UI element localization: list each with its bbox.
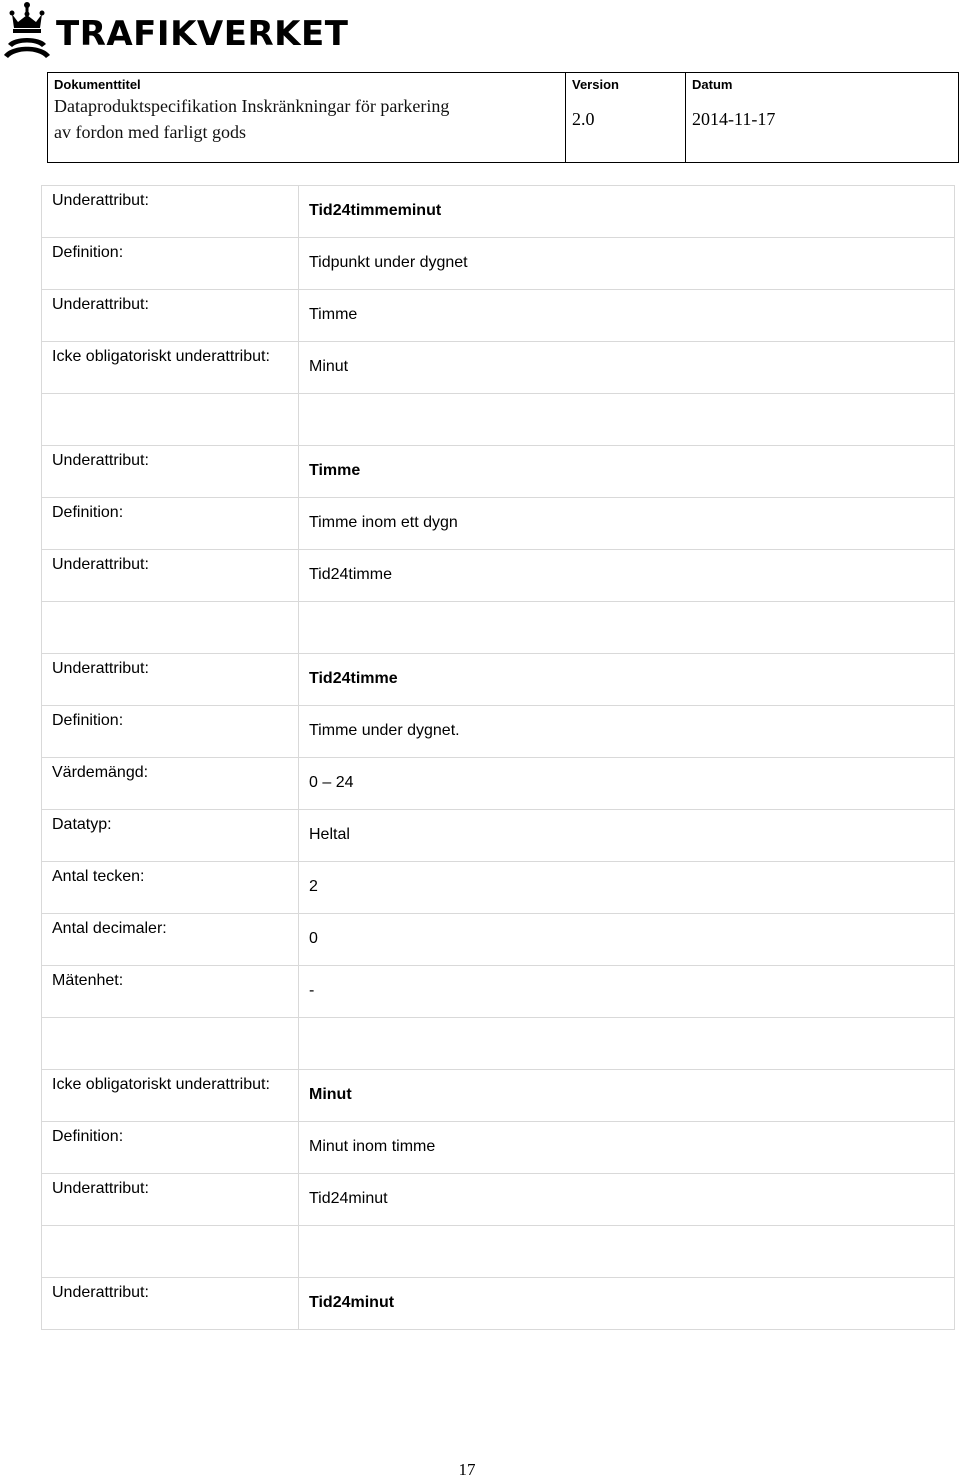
- row-label: Underattribut:: [42, 446, 299, 498]
- row-value: Tid24timme: [299, 654, 955, 706]
- date-value: 2014-11-17: [692, 109, 776, 129]
- row-label: [42, 1018, 299, 1070]
- doc-title-cell: [48, 73, 565, 162]
- table-row: [42, 914, 955, 966]
- row-value: 0 – 24: [299, 758, 955, 810]
- row-value: Timme: [299, 446, 955, 498]
- brand-wordmark: TRAFIKVERKET: [56, 14, 349, 54]
- table-row: [42, 966, 955, 1018]
- row-label: Icke obligatoriskt underattribut:: [42, 1070, 299, 1122]
- row-value: Minut: [299, 1070, 955, 1122]
- row-value: [299, 1018, 955, 1070]
- row-label: Definition:: [42, 238, 299, 290]
- trafikverket-logo: [2, 0, 349, 60]
- row-value: Heltal: [299, 810, 955, 862]
- row-label: Antal decimaler:: [42, 914, 299, 966]
- table-row: [42, 602, 955, 654]
- table-row: [42, 862, 955, 914]
- doc-title-line2: av fordon med farligt gods: [54, 122, 246, 142]
- row-value: -: [299, 966, 955, 1018]
- version-label: Version: [572, 77, 619, 92]
- date-label: Datum: [692, 77, 733, 92]
- row-value: Minut inom timme: [299, 1122, 955, 1174]
- doc-title-label: Dokumenttitel: [54, 77, 141, 92]
- row-label: Mätenhet:: [42, 966, 299, 1018]
- version-cell: [565, 73, 685, 162]
- row-value: Timme inom ett dygn: [299, 498, 955, 550]
- row-label: Underattribut:: [42, 550, 299, 602]
- doc-title-line1: Dataproduktspecifikation Inskränkningar för parkering: [54, 96, 450, 116]
- table-row: [42, 810, 955, 862]
- row-label: Antal tecken:: [42, 862, 299, 914]
- crown-icon: [2, 0, 52, 58]
- table-row: [42, 186, 955, 238]
- row-value: Tidpunkt under dygnet: [299, 238, 955, 290]
- row-label: Underattribut:: [42, 186, 299, 238]
- row-value: Tid24minut: [299, 1174, 955, 1226]
- row-value: Tid24minut: [299, 1278, 955, 1330]
- row-label: Underattribut:: [42, 1278, 299, 1330]
- table-row: [42, 1278, 955, 1330]
- table-row: [42, 394, 955, 446]
- table-row: [42, 1018, 955, 1070]
- document-header: [47, 72, 959, 163]
- version-value: 2.0: [572, 109, 595, 129]
- attribute-table-body: [42, 186, 955, 1330]
- row-label: [42, 1226, 299, 1278]
- row-label: Värdemängd:: [42, 758, 299, 810]
- row-value: Timme under dygnet.: [299, 706, 955, 758]
- date-cell: [685, 73, 958, 162]
- table-row: [42, 706, 955, 758]
- table-row: [42, 238, 955, 290]
- row-value: [299, 602, 955, 654]
- table-row: [42, 654, 955, 706]
- row-value: Timme: [299, 290, 955, 342]
- attribute-table: [41, 185, 955, 1330]
- row-label: Datatyp:: [42, 810, 299, 862]
- row-value: [299, 394, 955, 446]
- table-row: [42, 290, 955, 342]
- row-value: Tid24timmeminut: [299, 186, 955, 238]
- row-value: [299, 1226, 955, 1278]
- row-label: [42, 602, 299, 654]
- table-row: [42, 446, 955, 498]
- row-label: [42, 394, 299, 446]
- page-number: 17: [458, 1460, 476, 1479]
- row-label: Icke obligatoriskt underattribut:: [42, 342, 299, 394]
- table-row: [42, 1226, 955, 1278]
- row-value: Tid24timme: [299, 550, 955, 602]
- row-label: Underattribut:: [42, 1174, 299, 1226]
- row-value: 0: [299, 914, 955, 966]
- table-row: [42, 1122, 955, 1174]
- row-label: Underattribut:: [42, 654, 299, 706]
- table-row: [42, 342, 955, 394]
- row-value: Minut: [299, 342, 955, 394]
- row-label: Underattribut:: [42, 290, 299, 342]
- row-value: 2: [299, 862, 955, 914]
- table-row: [42, 550, 955, 602]
- table-row: [42, 1174, 955, 1226]
- row-label: Definition:: [42, 706, 299, 758]
- table-row: [42, 498, 955, 550]
- row-label: Definition:: [42, 498, 299, 550]
- row-label: Definition:: [42, 1122, 299, 1174]
- table-row: [42, 1070, 955, 1122]
- table-row: [42, 758, 955, 810]
